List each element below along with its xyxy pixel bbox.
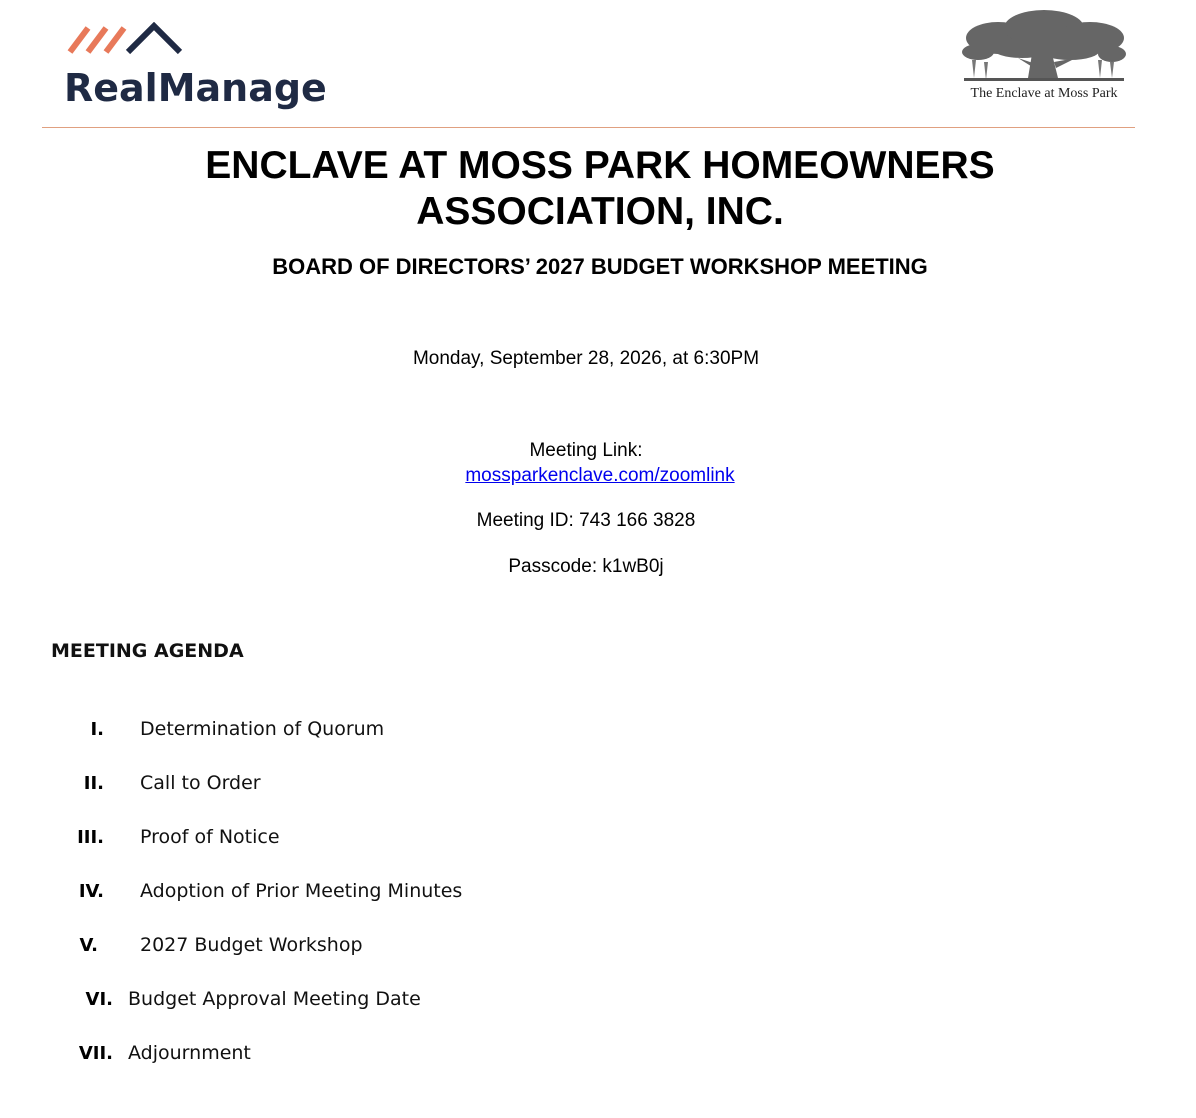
meeting-link-label: Meeting Link: (529, 440, 643, 461)
agenda-item-number: V. (79, 935, 98, 956)
agenda-item-text: Determination of Quorum (140, 718, 385, 740)
document-subtitle: BOARD OF DIRECTORS’ 2027 BUDGET WORKSHOP MEETING (272, 254, 928, 279)
realmanage-wordmark: RealManage (64, 66, 327, 110)
agenda-item-text: Proof of Notice (140, 826, 280, 848)
realmanage-logo (64, 22, 344, 114)
realmanage-chevron-icon (66, 22, 186, 56)
agenda-item-text: Adoption of Prior Meeting Minutes (140, 880, 463, 902)
meeting-link-row (14, 465, 1186, 487)
agenda-item-number: IV. (78, 881, 104, 902)
agenda-item-text: Call to Order (140, 772, 261, 794)
agenda-item-text: 2027 Budget Workshop (140, 934, 363, 956)
header-divider (42, 127, 1135, 128)
agenda-item-number: I. (90, 719, 104, 740)
agenda-item-text: Budget Approval Meeting Date (128, 988, 421, 1010)
agenda-item-number: II. (83, 773, 104, 794)
agenda-item-number: VI. (85, 989, 113, 1010)
agenda-heading: MEETING AGENDA (51, 640, 244, 662)
meeting-datetime: Monday, September 28, 2026, at 6:30PM (412, 348, 760, 369)
agenda-item-text: Adjournment (128, 1042, 251, 1064)
meeting-link[interactable]: mossparkenclave.com/zoomlink (465, 465, 735, 486)
enclave-logo-caption: The Enclave at Moss Park (970, 86, 1118, 101)
enclave-logo (952, 8, 1136, 108)
title-line-2: ASSOCIATION, INC. (416, 190, 784, 233)
document-title (0, 143, 1196, 235)
meeting-passcode: Passcode: k1wB0j (508, 556, 664, 577)
oak-tree-icon (958, 8, 1130, 86)
agenda-item-number: III. (77, 827, 104, 848)
meeting-id: Meeting ID: 743 166 3828 (476, 510, 696, 531)
title-line-1: ENCLAVE AT MOSS PARK HOMEOWNERS (205, 144, 995, 187)
agenda-item-number: VII. (78, 1043, 113, 1064)
